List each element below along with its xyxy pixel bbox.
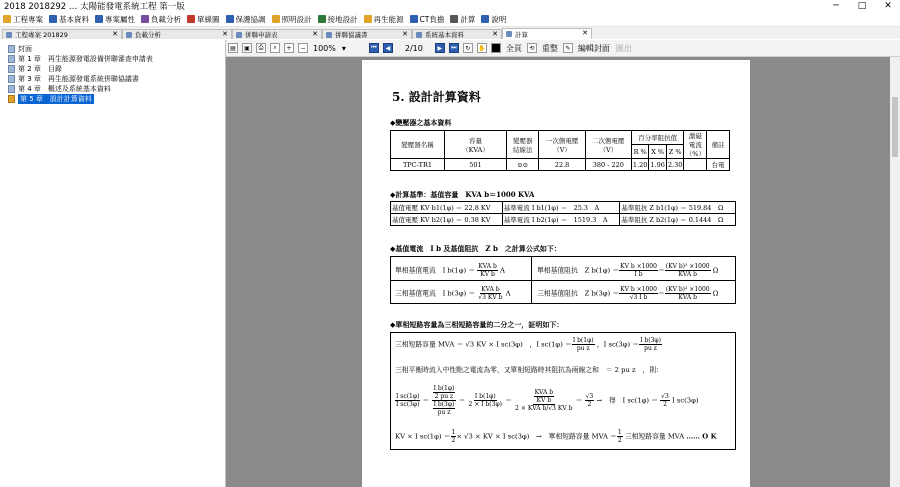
numerator: 1 [451,429,456,436]
denominator: I b [634,271,643,278]
numerator: I b(1φ) [572,337,594,344]
menu-label: 工程專案 [13,14,43,24]
denominator: 2 × I b(3φ) [468,401,503,408]
document-icon [236,32,242,38]
tab-close-icon[interactable]: ✕ [222,30,228,38]
formula-box [390,256,736,304]
base-voltage-1: 基值電壓 KV b1(1φ) ＝ 22.8 KV [391,202,503,214]
numerator: KVA b [481,286,500,293]
cell-note: 台電 [707,159,730,171]
menu-icon [141,15,149,23]
menu-icon [272,15,280,23]
proof-line-2: 三相平衡時流入中性點之電流為零，又單相短路時其阻抗為兩線之和 ＝ 2 pu z ，則： [395,366,663,374]
tab-load-analysis[interactable] [122,29,232,39]
th-connection [507,131,539,159]
fraction [665,286,711,301]
next-page-icon[interactable]: ▶ [435,43,445,53]
numerator: (KV b)² ×1000 [665,286,710,293]
first-page-icon[interactable]: ⏮ [369,43,379,53]
th-excitation-label: 激磁 [688,132,702,140]
close-button[interactable]: ✕ [884,1,892,11]
formula-single-current [395,263,505,278]
bookmark-icon [8,65,15,73]
divider [391,280,735,281]
denominator: KVA b [678,294,697,301]
bookmark-label: 第 1 章 再生能源發電設備併聯審查申請表 [18,55,153,63]
base-voltage-2: 基值電壓 KV b2(1φ) ＝ 0.38 KV [391,214,503,226]
numerator: KV b ×1000 [620,286,657,293]
cell-z: 2.30 [667,160,683,169]
tab-application[interactable] [232,29,322,39]
ok-mark: …… O K [686,432,717,441]
denominator [432,401,457,416]
numerator: (KV b)² ×1000 [665,263,710,270]
viewer-toolbar [226,40,900,57]
numerator: I b(1φ) [433,385,455,392]
denominator: KV b [480,271,495,278]
cell-x: 1.96 [650,160,665,169]
section-formula: ◆基值電流 I b 及基值阻抗 Z b 之計算公式如下： [390,244,561,253]
fraction [477,263,498,278]
tab-close-icon[interactable]: ✕ [312,30,318,38]
menu-item[interactable] [184,14,223,25]
unit: A [499,266,505,275]
base-impedance-1: 基準阻抗 Z b1(1φ) ＝ 519.84 Ω [620,202,736,214]
menu-icon [95,15,103,23]
th-connection-label: 變壓器 [512,136,533,145]
fraction [665,263,711,278]
transformer-table [390,130,730,171]
page-indicator[interactable]: 2/10 [404,43,423,53]
hand-icon[interactable]: ✋ [478,44,486,52]
base-impedance-2: 基準阻抗 Z b2(1φ) ＝ 0.1444 Ω [620,214,736,226]
menu-label: 計算 [460,14,476,24]
menu-icon [187,15,195,23]
menu-label: 接地設計 [327,14,358,24]
vertical-scrollbar[interactable] [890,57,900,487]
menu-item[interactable] [447,14,478,25]
menu-item[interactable] [315,14,361,25]
equals-sign: ＝ [422,396,430,405]
fraction [514,389,573,412]
denominator: pu z [576,345,590,352]
tab-close-icon[interactable]: ✕ [402,30,408,38]
unit: A [505,289,511,298]
menu-item[interactable] [361,14,407,25]
th-secondary-voltage-label: 二次側電壓 [592,136,625,145]
menu-icon [364,15,372,23]
th-z: Z % [666,145,683,159]
tab-project[interactable] [2,29,122,39]
cell-primary-voltage: 22.8 [539,159,585,171]
zoom-level[interactable]: 100% [313,43,336,53]
proof-line-1 [395,337,662,352]
cell-name: TPC-TR1 [391,159,445,171]
menu-label: CT負擔 [419,14,445,24]
fraction [572,337,595,352]
menu-icon [481,15,489,23]
fraction [619,263,658,278]
window-title: 2018 2018292 … 太陽能發電系統工程 第一版 [4,2,185,12]
chart-icon [126,32,132,38]
denominator: I sc(3φ) [396,401,420,408]
fraction [585,393,595,408]
denominator: 2 pu z [434,393,454,400]
section-base: ◆計算基準：基值容量 KVA b＝1000 KVA [390,190,535,199]
numerator: √3 [585,393,594,400]
print-icon[interactable]: ⎙ [256,43,266,53]
bookmark-pane [0,40,226,487]
fraction [468,393,503,408]
menu-icon [410,15,418,23]
menu-label: 再生能源 [373,14,404,24]
menu-icon [226,15,234,23]
numerator: I sc(1φ) [396,393,420,400]
tab-label: 計算 [515,30,528,39]
th-excitation [684,131,707,159]
tab-label: 併聯申請表 [245,31,278,39]
bookmark-cover[interactable] [8,44,153,54]
fraction [433,401,456,416]
numerator: I b(3φ) [640,337,661,344]
title-bar [0,0,900,12]
bookmark-label: 第 5 章 設計計算資料 [20,95,92,103]
proof-text: I sc(3φ) [671,396,699,405]
bookmark-icon [8,95,15,103]
formula-single-impedance [537,263,718,278]
folder-icon [6,32,12,38]
section-transformer: ◆變壓器之基本資料 [390,118,452,127]
rotate-icon[interactable]: ↻ [463,43,473,53]
numerator [432,385,457,401]
th-r: R % [631,145,648,159]
tab-close-icon[interactable]: ✕ [112,30,118,38]
edit-icon[interactable]: ✎ [563,43,573,53]
bookmark-chapter-3[interactable] [8,74,153,84]
scrollbar-thumb[interactable] [892,97,898,157]
tab-label: 負載分析 [135,31,161,39]
reset-button[interactable]: 重整 [541,43,558,53]
bookmark-label: 封面 [18,45,32,53]
fraction [619,286,658,301]
fraction [432,385,457,416]
menu-item[interactable] [407,14,448,25]
formula-label: 三相基值電流 I b(3φ) ＝ [395,289,476,298]
denominator: 2 [587,401,592,408]
proof-text: → 得 I sc(1φ) ＝ [596,396,658,405]
th-note: 備註 [707,131,730,159]
reset-icon[interactable]: ⟲ [527,43,537,53]
page-title: 5. 設計計算資料 [392,90,481,104]
numerator: I b(3φ) [433,401,455,408]
tab-close-icon[interactable]: ✕ [582,29,588,37]
document-tabs [0,27,900,39]
fraction [639,337,662,352]
tab-agreement[interactable] [322,29,412,39]
document-icon [326,32,332,38]
prev-page-icon[interactable]: ◀ [383,43,393,53]
th-connection-label-2: 結線法 [512,145,533,154]
denominator: KVA b [678,271,697,278]
menu-icon [3,15,11,23]
base-current-1: 基準電流 I b1(1φ) ＝ 25.3 A [502,202,620,214]
base-values-table [390,201,736,226]
formula-label: 單相基值電流 I b(1φ) ＝ [395,266,476,275]
bookmark-chapter-4[interactable] [8,84,153,94]
menu-label: 單線圖 [197,14,220,24]
formula-three-impedance [537,286,718,301]
cell-r: 1.20 [632,160,648,169]
bookmark-label: 第 4 章 概述及系統基本資料 [18,85,111,93]
denominator: 2 × KVA b/√3 KV b [515,405,573,412]
document-icon [506,31,512,37]
denominator: √3 I b [629,294,648,301]
tab-label: 工程專案 201829 [15,31,68,39]
export-button[interactable]: 匯出 [615,43,632,53]
th-capacity [444,131,506,159]
bookmark-icon [8,45,15,53]
proof-text: ，I sc(3φ) ＝ [596,340,640,349]
tab-close-icon[interactable]: ✕ [492,30,498,38]
proof-text: KV × I sc(1φ) ＝ [395,432,451,441]
equals-sign: ＝ [657,266,665,275]
fraction [433,385,456,400]
denominator: 2 [451,437,456,444]
proof-line-4 [395,429,716,444]
menu-label: 保護協調 [235,14,266,24]
fraction [660,393,670,408]
equals-sign: ＝ [458,396,466,405]
unit: Ω [712,289,719,298]
bookmark-label: 第 2 章 目錄 [18,65,62,73]
menu-item[interactable] [478,14,509,25]
maximize-button[interactable]: □ [857,1,867,11]
menu-icon [49,15,57,23]
proof-text: 三相短路容量 MVA ＝ √3 KV × I sc(3φ) ，I sc(1φ) ＝ [395,340,572,349]
denominator: 2 [663,401,667,408]
menu-bar [0,12,900,27]
th-impedance: 百分率阻抗值 [631,131,683,145]
numerator: KVA b [534,389,554,396]
numerator: KV b ×1000 [620,263,657,270]
menu-label: 說明 [491,14,507,24]
cell-excitation [684,159,707,171]
cell-connection: ⊙⊙ [507,159,539,171]
bookmark-label: 第 3 章 再生能源發電系統併聯協議書 [18,75,139,83]
bookmark-icon [8,85,15,93]
document-page [362,60,750,487]
proof-text: 2 × KVA b [515,405,547,412]
tab-label: 併聯協議書 [335,31,368,39]
fraction [534,389,555,404]
formula-label: 三相基值阻抗 Z b(3φ) ＝ [537,289,620,298]
zoom-out-icon[interactable]: − [298,43,308,53]
bookmark-tree [8,44,153,104]
th-excitation-unit: （%） [685,150,705,158]
base-current-2: 基準電流 I b2(1φ) ＝ 1519.3 A [502,214,620,226]
formula-label: 單相基值阻抗 Z b(1φ) ＝ [537,266,620,275]
denominator: pu z [644,345,657,352]
cell-capacity: 501 [444,159,506,171]
proof-text: × √3 × KV × I sc(3φ) → 單相短路容量 MVA ＝ [456,432,617,441]
proof-box [390,332,736,450]
th-primary-voltage [539,131,585,159]
th-secondary-voltage-unit: （V） [599,145,618,154]
numerator: I b(1φ) [474,393,496,400]
menu-icon [450,15,458,23]
th-x: X % [649,145,666,159]
th-capacity-unit: （KVA） [462,145,489,154]
menu-label: 照明設計 [281,14,312,24]
section-proof: ◆單相短路容量為三相短路容量的二分之一，証明如下： [390,320,564,329]
save-icon[interactable]: ▣ [242,43,252,53]
menu-item[interactable] [138,14,184,25]
th-name: 變壓器名稱 [391,131,445,159]
zoom-dropdown-icon[interactable]: ▾ [341,43,346,53]
menu-item[interactable] [46,14,92,25]
menu-label: 基本資料 [59,14,89,24]
numerator: KVA b [478,263,497,270]
formula-three-current [395,286,511,301]
proof-line-3 [395,385,699,416]
cell-secondary-voltage: 380 - 220 [585,159,631,171]
th-secondary-voltage [585,131,631,159]
denominator: √3 KV b [478,294,503,301]
th-excitation-label-2: 電流 [688,141,702,149]
fraction [477,286,503,301]
equals-sign: ＝ [657,289,665,298]
denominator: KV b [536,397,552,404]
bookmark-icon [8,75,15,83]
menu-label: 負載分析 [151,14,181,24]
equals-sign: ＝ [575,396,583,405]
menu-item[interactable] [0,14,46,25]
open-icon[interactable]: ▤ [228,43,238,53]
menu-label: 專案屬性 [105,14,135,24]
edit-cover-button[interactable]: 編輯封面 [577,43,610,53]
bookmark-chapter-1[interactable] [8,54,153,64]
menu-icon [318,15,326,23]
proof-text: √3 KV b [548,405,573,412]
bookmark-chapter-5[interactable] [8,94,153,104]
fullpage-button[interactable]: 全頁 [505,43,522,53]
zoom-in-icon[interactable]: + [284,43,294,53]
minimize-button[interactable]: ─ [833,1,839,11]
document-icon [416,32,422,38]
menu-item[interactable] [223,14,269,25]
th-primary-voltage-unit: （V） [553,145,571,154]
fraction [617,429,623,444]
color-swatch-icon[interactable] [491,43,501,53]
menu-item[interactable] [269,14,315,25]
th-capacity-label: 容量 [468,136,482,145]
proof-text: 三相短路容量 MVA [624,432,685,441]
menu-item[interactable] [92,14,138,25]
bookmark-icon [8,55,15,63]
denominator: 2 [617,437,622,444]
denominator: pu z [437,409,451,416]
numerator: √3 [661,393,669,400]
search-icon[interactable]: ⌕ [270,43,280,53]
equals-sign: ＝ [505,396,512,405]
numerator [533,389,556,405]
bookmark-chapter-2[interactable] [8,64,153,74]
tab-label: 系統基本資料 [425,31,464,39]
last-page-icon[interactable]: ⏭ [449,43,459,53]
numerator: 1 [617,429,622,436]
unit: Ω [712,266,719,275]
tab-calculation[interactable] [502,28,592,39]
th-primary-voltage-label: 一次側電壓 [545,136,579,145]
tab-system-data[interactable] [412,29,502,39]
fraction [395,393,420,408]
